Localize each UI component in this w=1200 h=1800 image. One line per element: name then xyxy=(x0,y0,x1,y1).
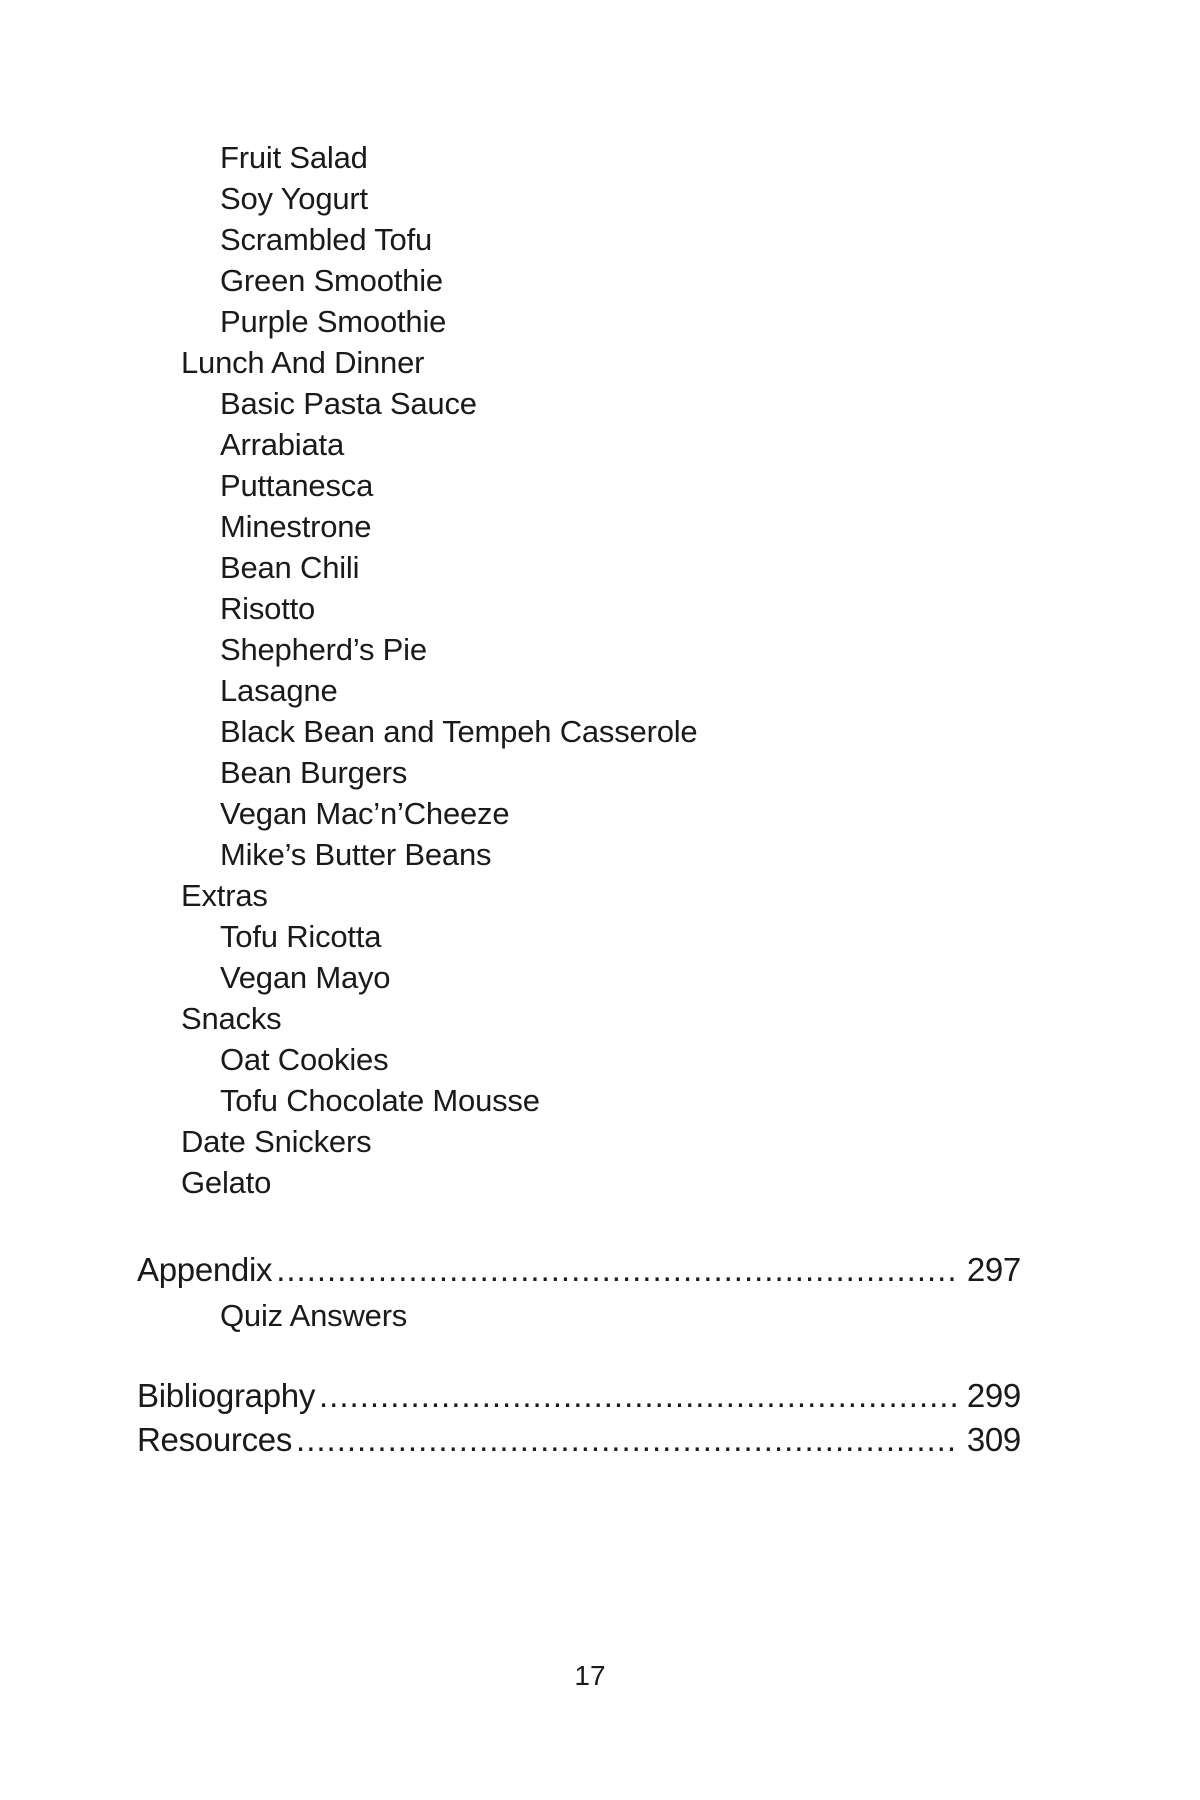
chapter-title: Bibliography xyxy=(137,1377,316,1414)
dot-leader xyxy=(296,1418,957,1462)
toc-section-heading: Extras xyxy=(181,878,268,913)
toc-section-heading: Snacks xyxy=(181,1001,282,1036)
chapter-page-number: 309 xyxy=(966,1421,1021,1458)
toc-entry: Scrambled Tofu xyxy=(220,222,433,257)
page-number: 17 xyxy=(574,1660,606,1691)
toc-entry: Bean Chili xyxy=(220,550,360,585)
toc-chapter-bibliography[interactable] xyxy=(137,1374,1021,1418)
chapter-title: Resources xyxy=(137,1421,293,1458)
chapter-title: Appendix xyxy=(137,1251,273,1288)
toc-entry: Fruit Salad xyxy=(220,140,368,175)
toc-section-heading: Date Snickers xyxy=(181,1124,372,1159)
chapter-page-number: 297 xyxy=(966,1251,1021,1288)
toc-entry: Purple Smoothie xyxy=(220,304,447,339)
toc-entry: Risotto xyxy=(220,591,316,626)
toc-entry: Tofu Ricotta xyxy=(220,919,382,954)
toc-entry: Arrabiata xyxy=(220,427,344,462)
toc-chapter-resources[interactable] xyxy=(137,1418,1021,1462)
dot-leader xyxy=(319,1374,957,1418)
toc-entry: Tofu Chocolate Mousse xyxy=(220,1083,540,1118)
toc-entry: Puttanesca xyxy=(220,468,374,503)
toc-entry: Minestrone xyxy=(220,509,372,544)
toc-entry: Oat Cookies xyxy=(220,1042,389,1077)
toc-entry: Vegan Mayo xyxy=(220,960,391,995)
toc-entry: Soy Yogurt xyxy=(220,181,368,216)
toc-entry: Black Bean and Tempeh Casserole xyxy=(220,714,698,749)
toc-entry: Green Smoothie xyxy=(220,263,443,298)
toc-entry: Quiz Answers xyxy=(220,1298,408,1333)
toc-entry: Bean Burgers xyxy=(220,755,408,790)
toc-entry: Shepherd’s Pie xyxy=(220,632,427,667)
toc-section-heading: Lunch And Dinner xyxy=(181,345,425,380)
chapter-page-number: 299 xyxy=(966,1377,1021,1414)
dot-leader xyxy=(276,1248,957,1292)
toc-entry: Vegan Mac’n’Cheeze xyxy=(220,796,510,831)
toc-entry: Basic Pasta Sauce xyxy=(220,386,477,421)
toc-section-heading: Gelato xyxy=(181,1165,272,1200)
toc-entry: Lasagne xyxy=(220,673,338,708)
toc-entry: Mike’s Butter Beans xyxy=(220,837,492,872)
toc-chapter-appendix[interactable] xyxy=(137,1248,1021,1292)
